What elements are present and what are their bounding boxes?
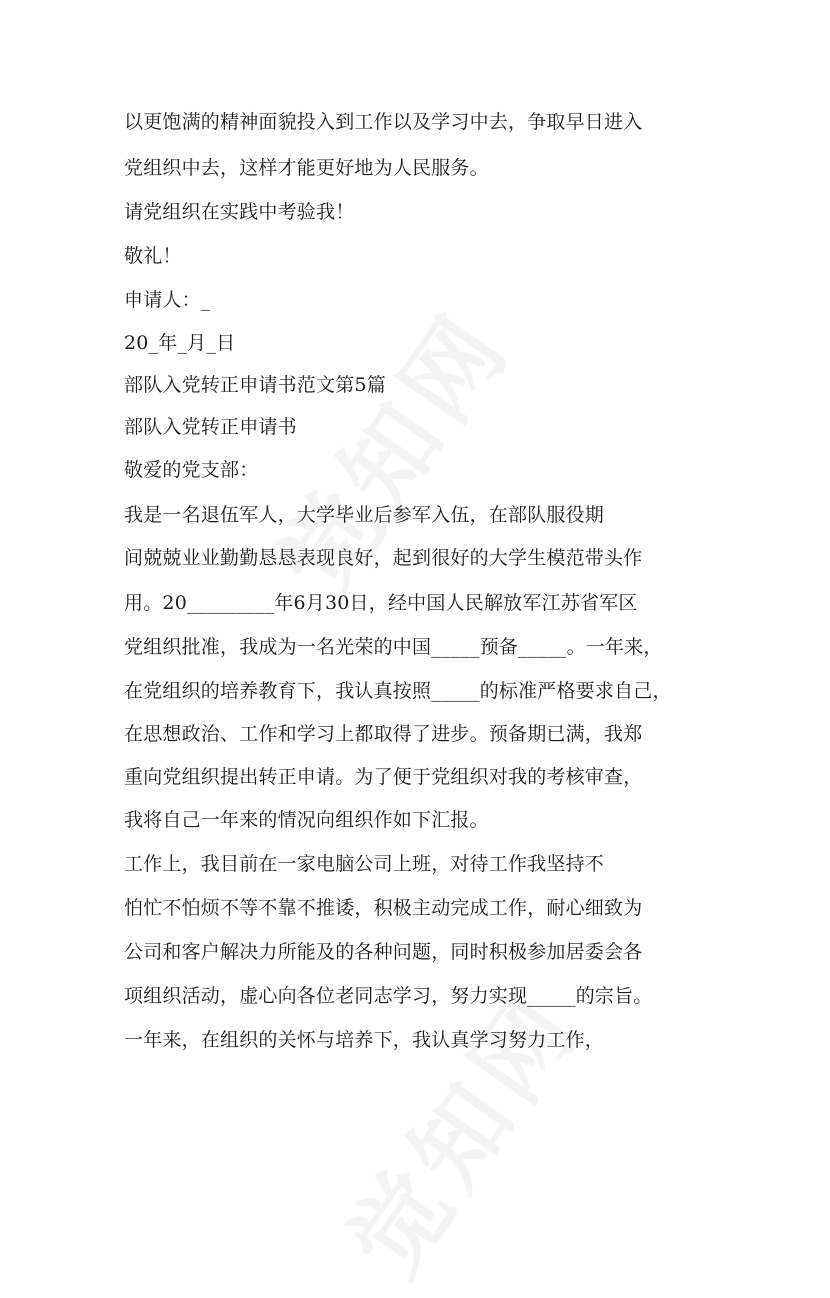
text-line: 我将自己一年来的情况向组织作如下汇报。 (124, 809, 489, 831)
text-line: 用。20_________年6月30日，经中国人民解放军江苏省军区 (124, 592, 638, 614)
text-line: 在思想政治、工作和学习上都取得了进步。预备期已满，我郑 (124, 723, 643, 745)
watermark (312, 959, 607, 1298)
text-line: 项组织活动，虚心向各位老同志学习，努力实现_____的宗旨。 (124, 985, 653, 1007)
text-line: 我是一名退伍军人，大学毕业后参军入伍，在部队服役期 (124, 504, 605, 526)
text-line: 公司和客户解决力所能及的各种问题，同时积极参加居委会各 (124, 941, 643, 963)
text-line: 党组织批准，我成为一名光荣的中国_____预备_____。一年来， (124, 636, 663, 658)
text-line: 敬爱的党支部： (124, 459, 259, 481)
text-line: 党组织中去，这样才能更好地为人民服务。 (124, 157, 489, 179)
text-line: 部队入党转正申请书范文第5篇 (124, 374, 386, 396)
text-line: 申请人：_ (124, 289, 211, 311)
text-line: 一年来，在组织的关怀与培养下，我认真学习努力工作， (124, 1029, 605, 1051)
text-line: 在党组织的培养教育下，我认真按照_____的标准严格要求自己， (124, 680, 672, 702)
text-line: 间兢兢业业勤勤恳恳表现良好，起到很好的大学生模范带头作 (124, 547, 643, 569)
text-line: 工作上，我目前在一家电脑公司上班，对待工作我坚持不 (124, 853, 605, 875)
text-line: 敬礼！ (124, 245, 182, 267)
text-line: 请党组织在实践中考验我！ (124, 201, 355, 223)
text-line: 怕忙不怕烦不等不靠不推诿，积极主动完成工作，耐心细致为 (124, 897, 643, 919)
text-line: 20_年_月_日 (124, 332, 236, 354)
text-line: 部队入党转正申请书 (124, 416, 297, 438)
text-line: 重向党组织提出转正申请。为了便于党组织对我的考核审查， (124, 766, 643, 788)
text-line: 以更饱满的精神面貌投入到工作以及学习中去，争取早日进入 (124, 111, 643, 133)
